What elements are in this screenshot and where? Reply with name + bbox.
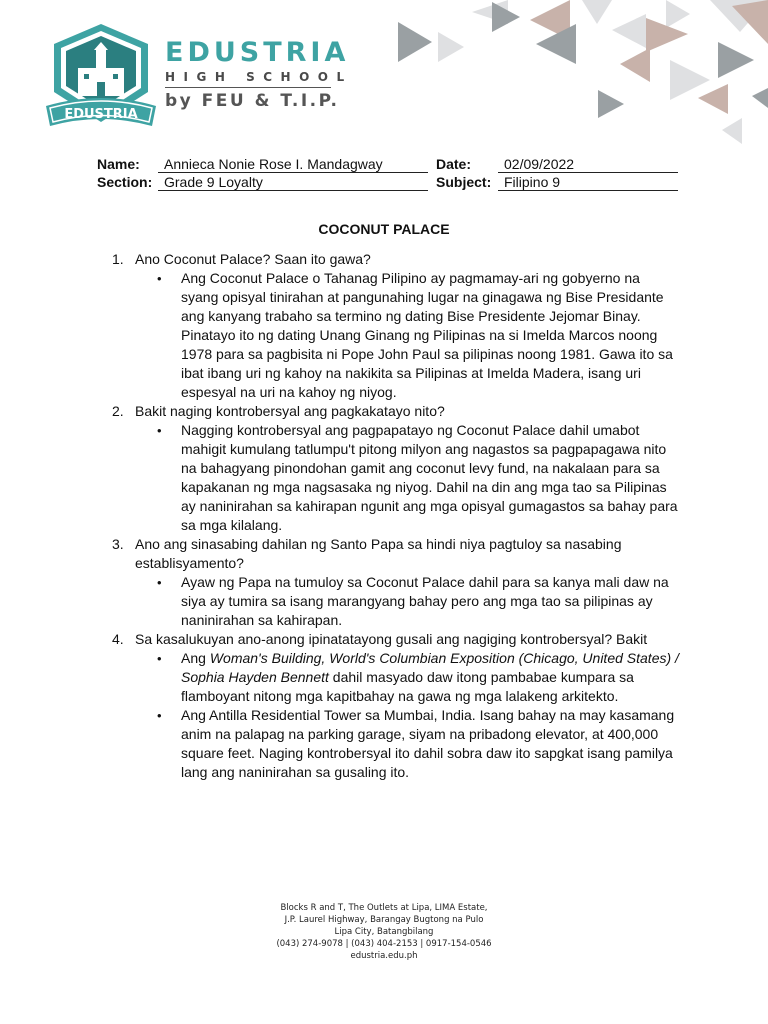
answer-text: Ang Antilla Residential Tower sa Mumbai, India. Isang bahay na may kasamang anim na palapag na parking garage, siyam na pribadong elevator, at 400,000 square feet. Naging kontrobersyal ito dahil sobra daw ito sapgkat isang pamilya lang ang naninirahan sa gusaling ito. xyxy=(181,707,675,780)
question-text: Ano ang sinasabing dahilan ng Santo Papa sa hindi niya pagtuloy sa nasabing establisyamento? xyxy=(135,536,622,571)
question xyxy=(112,250,692,269)
footer-address xyxy=(0,902,768,962)
answer xyxy=(112,573,692,630)
bullet-icon: • xyxy=(157,271,162,286)
answer-text: Ayaw ng Papa na tumuloy sa Coconut Palace dahil para sa kanya mali daw na siya ay tumira sa isang marangyang bahay pero ang mga tao sa pilipinas ay naninirahan sa kahirapan. xyxy=(181,574,669,628)
answer xyxy=(112,269,692,402)
footer-line: J.P. Laurel Highway, Barangay Bugtong na Pulo xyxy=(284,915,484,925)
footer-website: edustria.edu.ph xyxy=(350,951,418,961)
page-title: COCONUT PALACE xyxy=(318,221,450,237)
question-item-1 xyxy=(112,250,692,402)
brand-divider xyxy=(165,87,331,88)
section-field: Grade 9 Loyalty xyxy=(158,173,428,191)
question-text: Ano Coconut Palace? Saan ito gawa? xyxy=(135,251,371,267)
brand-block xyxy=(165,38,353,111)
question-text: Bakit naging kontrobersyal ang pagkakatayo nito? xyxy=(135,403,445,419)
brand-subtitle: HIGH SCHOOL xyxy=(165,70,353,84)
question-number: 1. xyxy=(112,251,124,267)
school-logo-icon xyxy=(42,22,160,134)
answer xyxy=(112,421,692,535)
question-list xyxy=(112,250,692,782)
answer-lead: Ang xyxy=(181,650,210,666)
answer xyxy=(112,706,692,782)
question-item-2 xyxy=(112,402,692,535)
bullet-icon: • xyxy=(157,423,162,438)
name-label: Name: xyxy=(97,156,140,172)
question xyxy=(112,630,692,649)
badge-text: EDUSTRIA xyxy=(64,107,138,122)
answer-italic: Woman's Building, World's Columbian Exposition (Chicago, United States) / Sophia Hayden Bennett xyxy=(181,650,679,685)
name-field: Annieca Nonie Rose I. Mandagway xyxy=(158,155,428,173)
section-label: Section: xyxy=(97,174,153,190)
question xyxy=(112,535,692,573)
bullet-icon: • xyxy=(157,651,162,666)
date-label: Date: xyxy=(436,156,472,172)
brand-name: EDUSTRIA xyxy=(165,37,350,68)
answer-rest: dahil masyado daw itong pambabae kumpara sa flamboyant nitong mga kapitbahay na gawa ng mga lalakeng arkitekto. xyxy=(181,669,634,704)
question xyxy=(112,402,692,421)
question-item-3 xyxy=(112,535,692,630)
subject-label: Subject: xyxy=(436,174,492,190)
brand-affiliation: by FEU & T.I.P. xyxy=(165,91,340,111)
bullet-icon: • xyxy=(157,708,162,723)
footer-line: Lipa City, Batangbilang xyxy=(334,927,434,937)
question-number: 4. xyxy=(112,631,124,647)
decorative-triangles-icon xyxy=(380,0,768,150)
question-number: 3. xyxy=(112,536,124,552)
question-text: Sa kasalukuyan ano-anong ipinatatayong gusali ang nagiging kontrobersyal? Bakit xyxy=(135,631,648,647)
footer-line: Blocks R and T, The Outlets at Lipa, LIMA Estate, xyxy=(280,903,488,913)
bullet-icon: • xyxy=(157,575,162,590)
question-item-4 xyxy=(112,630,692,782)
date-field: 02/09/2022 xyxy=(498,155,678,173)
subject-field: Filipino 9 xyxy=(498,173,678,191)
footer-phone: (043) 274-9078 | (043) 404-2153 | 0917-154-0546 xyxy=(276,939,492,949)
answer-text: Ang Coconut Palace o Tahanag Pilipino ay pagmamay-ari ng gobyerno na syang opisyal tinirahan at pangunahing lugar na ginagawa ng Bise Presidante ang kanyang trabaho sa termino ng dating Bise Presidente Jejomar Binay. Pinatayo ito ng dating Unang Ginang ng Pilipinas na si Imelda Marcos noong 1978 para sa pagbisita ni Pope John Paul sa pilipinas noong 1981. Gawa ito sa ibat ibang uri ng kahoy na nakikita sa Pilipinas at Imelda Madera, isang uri espesyal na uri na kahoy ng niyog. xyxy=(181,270,673,400)
answer xyxy=(112,649,692,706)
question-number: 2. xyxy=(112,403,124,419)
answer-text: Nagging kontrobersyal ang pagpapatayo ng Coconut Palace dahil umabot mahigit kumulang tatlumpu't pitong milyon ang nagastos sa pagpapagawa nito na bahagyang pinondohan gamit ang coconut levy fund, na nakalaan para sa kapakanan ng mga nagsasaka ng niyog. Dahil na din ang mga tao sa Pilipinas ay naninirahan sa kahirapan ngunit ang mga opisyal gumagastos sa bahay para sa mga kilalang. xyxy=(181,422,678,533)
